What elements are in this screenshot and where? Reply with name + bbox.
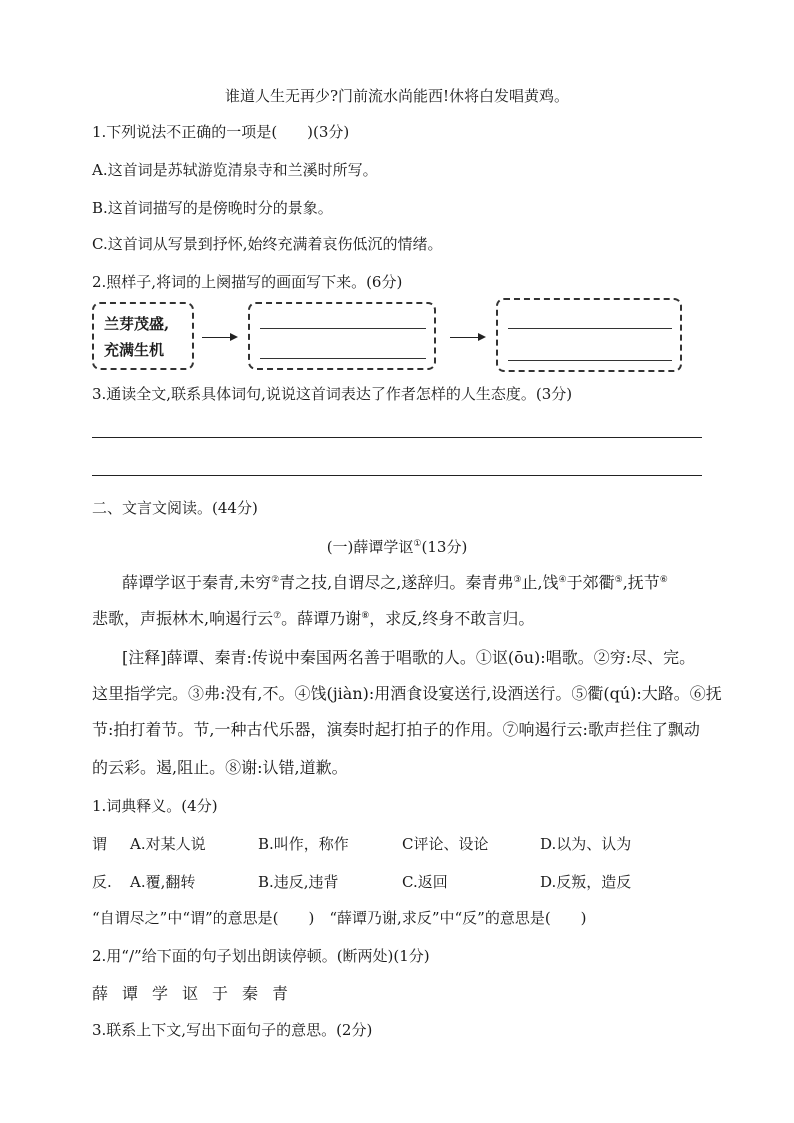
sentence-char: 薛 [92,984,109,1003]
dict-wei-option-b: B.叫作，称作 [258,835,349,853]
note-marker: ⑥ [659,575,668,585]
answer-box-2-line-2 [508,360,672,361]
dict-fan-option-a: A.覆,翻转 [130,873,196,891]
answer-box-2[interactable] [496,298,682,372]
notes-line-3: 节:拍打着节。节,一种古代乐器，演奏时起打拍子的作用。⑦响遏行云:歌声拦住了飘动 [92,720,700,739]
sentence-char: 讴 [182,984,199,1003]
note-marker: ⑤ [614,575,623,585]
sentence-char: 秦 [242,984,259,1003]
question-2-stem: 2.照样子,将词的上阕描写的画面写下来。(6分) [92,273,403,291]
answer-line-1[interactable] [92,437,702,438]
question-1-stem: 1.下列说法不正确的一项是( )(3分) [92,123,350,141]
example-line-1: 兰芽茂盛, [104,315,170,333]
part-1-title [0,534,794,557]
question-6-stem: 3.联系上下文,写出下面句子的意思。(2分) [92,1021,373,1039]
notes-line-4: 的云彩。遏,阻止。⑧谢:认错,道歉。 [92,758,348,777]
dict-wei-option-a: A.对某人说 [130,835,206,853]
answer-box-1[interactable] [248,302,436,370]
answer-box-1-line-1 [260,328,426,329]
dict-wei-option-c: C评论、设论 [402,835,489,853]
dict-wei-option-d: D.以为、认为 [540,835,632,853]
notes-line-2: 这里指学完。③弗:没有,不。④饯(jiàn):用酒食设宴送行,设酒送行。⑤衢(qú):大路。⑥抚 [92,684,722,703]
passage-text: 于郊衢 [566,573,615,592]
question-1-option-c: C.这首词从写景到抒怀,始终充满着哀伤低沉的情绪。 [92,235,443,253]
sentence-char: 于 [212,984,229,1003]
passage-text: ，求反,终身不敢言归。 [369,609,535,628]
example-box [92,302,194,370]
arrow-right-icon [202,337,236,338]
passage-paragraph-1 [122,570,668,593]
note-marker: ⑧ [361,611,370,621]
passage-text: 青之技,自谓尽之,遂辞归。秦青弗 [279,573,514,592]
note-marker: ④ [558,575,567,585]
poem-last-line: 谁道人生无再少?门前流水尚能西!休将白发唱黄鸡。 [224,87,570,105]
passage-text: 。薛谭乃谢 [281,609,362,628]
dict-fan-option-b: B.违反,违背 [258,873,339,891]
notes-line-1: [注释]薛谭、秦青:传说中秦国两名善于唱歌的人。①讴(ōu):唱歌。②穷:尽、完。 [122,648,696,667]
question-5-stem: 2.用“/”给下面的句子划出朗读停顿。(断两处)(1分) [92,947,430,965]
passage-text: ,抚节 [622,573,660,592]
dict-fan-option-c: C.返回 [402,873,448,891]
passage-text: 薛谭学讴于秦青,未穷 [122,573,272,592]
question-1-option-b: B.这首词描写的是傍晚时分的景象。 [92,199,333,217]
dict-word-wei: 谓 [92,835,108,853]
dict-word-fan: 反. [92,873,112,891]
sentence-char: 谭 [122,984,139,1003]
sentence-char: 学 [152,984,169,1003]
section-2-heading: 二、文言文阅读。(44分) [92,499,258,517]
sentence-char: 青 [272,984,289,1003]
note-marker: ③ [513,575,522,585]
question-4-stem: 1.词典释义。(4分) [92,797,218,815]
part-1-title-text: (一)薛谭学讴 [326,538,414,556]
title-note-marker: ① [413,539,422,549]
note-marker: ② [271,575,280,585]
arrow-right-icon [450,337,484,338]
part-1-title-score: (13分) [421,538,468,556]
question-1-option-a: A.这首词是苏轼游览清泉寺和兰溪时所写。 [92,161,378,179]
answer-box-1-line-2 [260,358,426,359]
note-marker: ⑦ [273,611,282,621]
question-3-stem: 3.通读全文,联系具体词句,说说这首词表达了作者怎样的人生态度。(3分) [92,385,573,403]
passage-text: 悲歌，声振林木,响遏行云 [92,609,274,628]
question-4-fill-in: “自谓尽之”中“谓”的意思是( ) “薛谭乃谢,求反”中“反”的意思是( ) [92,909,587,927]
dict-fan-option-d: D.反叛，造反 [540,873,632,891]
example-line-2: 充满生机 [104,341,165,359]
answer-box-2-line-1 [508,328,672,329]
passage-paragraph-2 [92,606,534,629]
passage-text: 止,饯 [521,573,559,592]
answer-line-2[interactable] [92,475,702,476]
pause-sentence[interactable] [92,984,302,1004]
